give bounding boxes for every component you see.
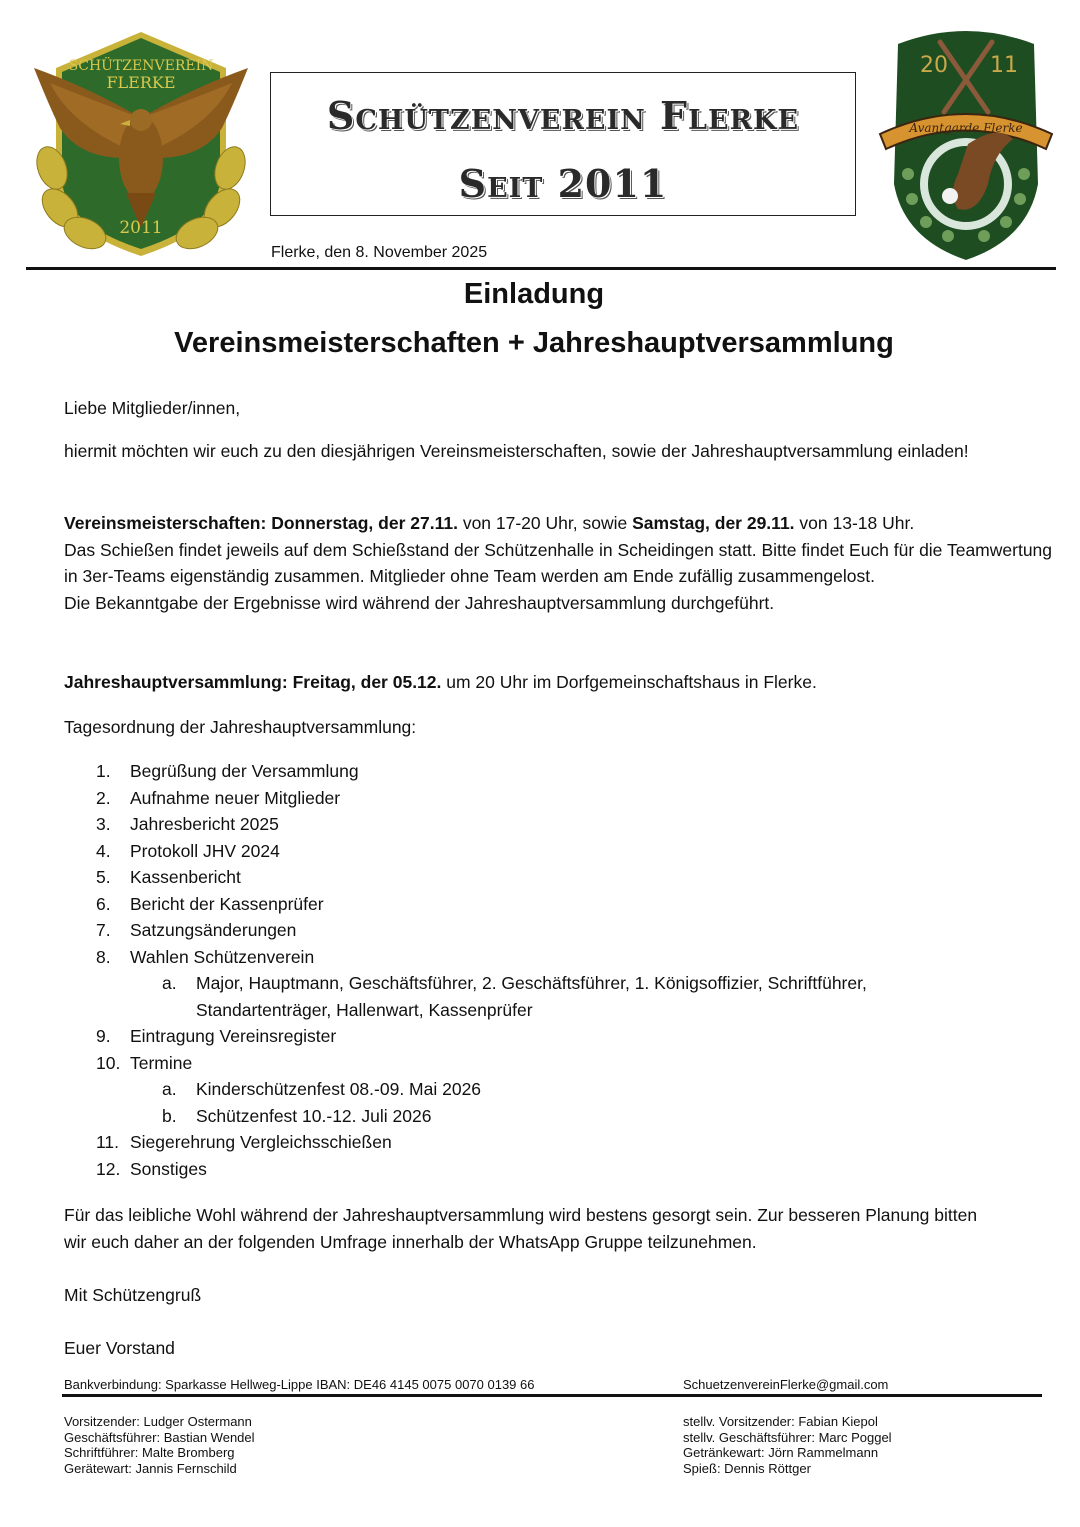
club-logo-left	[30, 28, 252, 260]
vm-day2-time: von 13-18 Uhr.	[794, 513, 915, 533]
board-member: Vorsitzender: Ludger Ostermann	[64, 1414, 252, 1429]
intro-paragraph: hiermit möchten wir euch zu den diesjährigen Vereinsmeisterschaften, sowie der Jahreshauptversammlung einladen!	[64, 441, 969, 461]
signature: Euer Vorstand	[64, 1338, 175, 1358]
heading-invitation: Einladung	[463, 278, 605, 310]
club-championship-paragraph	[64, 510, 1054, 616]
closing: Mit Schützengruß	[64, 1285, 202, 1305]
board-member: stellv. Vorsitzender: Fabian Kiepol	[683, 1414, 878, 1429]
agenda-item: 12. Sonstiges	[96, 1158, 207, 1179]
agenda-item: 7. Satzungsänderungen	[96, 920, 297, 940]
board-member: Spieß: Dennis Röttger	[683, 1460, 811, 1476]
agenda-item: 3. Jahresbericht 2025	[96, 814, 279, 834]
svg-text:Avantgarde Flerke: Avantgarde Flerke	[909, 121, 1023, 135]
agenda-item: 4. Protokoll JHV 2024	[96, 840, 280, 861]
agenda-subitem: a. Kinderschützenfest 08.-09. Mai 2026	[162, 1079, 482, 1099]
svg-text:20: 20	[920, 53, 948, 78]
svg-text:11: 11	[990, 53, 1018, 78]
vm-details: Das Schießen findet jeweils auf dem Schießstand der Schützenhalle in Scheidingen statt. Bitte findet Euch für die Teamwertung in 3er-Teams eigenständig zusammen. Mitglieder ohne Team werden am Ende zufällig zusammengelost.	[64, 539, 1053, 586]
svg-text:FLERKE: FLERKE	[106, 73, 176, 92]
footer-divider	[62, 1394, 1042, 1397]
letter-date: Flerke, den 8. November 2025	[271, 244, 488, 261]
board-member: Schriftführer: Malte Bromberg	[64, 1445, 235, 1460]
board-members-left	[64, 1414, 255, 1476]
board-members-right	[683, 1414, 892, 1476]
title-box	[270, 72, 856, 216]
agenda-item: 5. Kassenbericht	[96, 867, 241, 887]
board-member: Gerätewart: Jannis Fernschild	[64, 1460, 237, 1476]
eagle-crest-icon	[30, 28, 252, 260]
vm-day2: Samstag, der 29.11.	[632, 513, 795, 533]
avantgarde-crest-icon	[878, 24, 1054, 264]
club-logo-right	[878, 24, 1054, 264]
jhv-details: um 20 Uhr im Dorfgemeinschaftshaus in Flerke.	[441, 672, 817, 692]
vm-day1: Donnerstag, der 27.11.	[271, 513, 458, 533]
vm-day1-time: von 17-20 Uhr, sowie	[457, 513, 633, 533]
board-member: Getränkewart: Jörn Rammelmann	[683, 1445, 879, 1460]
jhv-label: Jahreshauptversammlung:	[64, 672, 288, 692]
annual-meeting-paragraph	[64, 669, 1054, 696]
agenda-subitem: b. Schützenfest 10.-12. Juli 2026	[162, 1105, 432, 1126]
header-divider	[26, 267, 1056, 270]
agenda-title: Tagesordnung der Jahreshauptversammlung:	[64, 717, 417, 737]
agenda-item: 10. Termine	[96, 1052, 193, 1073]
agenda-item: 1. Begrüßung der Versammlung	[96, 761, 359, 781]
agenda-item: 2. Aufnahme neuer Mitglieder	[96, 787, 341, 808]
catering-paragraph: Für das leibliche Wohl während der Jahreshauptversammlung wird bestens gesorgt sein. Zur besseren Planung bitten wir euch daher an der folgenden Umfrage innerhalb der WhatsApp Gruppe teilzunehmen.	[64, 1205, 978, 1252]
vm-label: Vereinsmeisterschaften:	[64, 513, 267, 533]
email-link[interactable]: SchuetzenvereinFlerke@gmail.com	[683, 1377, 889, 1392]
greeting: Liebe Mitglieder/innen,	[64, 398, 241, 418]
board-member: Geschäftsführer: Bastian Wendel	[64, 1429, 255, 1445]
svg-text:SCHÜTZENVEREIN: SCHÜTZENVEREIN	[68, 58, 214, 74]
agenda-item: 9. Eintragung Vereinsregister	[96, 1026, 337, 1046]
svg-text:2011: 2011	[119, 218, 163, 238]
agenda-list	[96, 758, 1056, 1182]
heading-events: Vereinsmeisterschaften + Jahreshauptversammlung	[174, 327, 894, 359]
agenda-item: 8. Wahlen Schützenverein	[96, 946, 315, 967]
club-name-title: Schützenverein Flerke	[326, 93, 800, 138]
agenda-item: 6. Bericht der Kassenprüfer	[96, 893, 324, 914]
agenda-item: 11. Siegerehrung Vergleichsschießen	[96, 1132, 392, 1152]
jhv-date: Freitag, der 05.12.	[292, 672, 442, 692]
vm-results: Die Bekanntgabe der Ergebnisse wird während der Jahreshauptversammlung durchgeführt.	[64, 592, 775, 613]
board-member: stellv. Geschäftsführer: Marc Poggel	[683, 1429, 892, 1445]
bank-details: Bankverbindung: Sparkasse Hellweg-Lippe IBAN: DE46 4145 0075 0070 0139 66	[64, 1377, 535, 1392]
agenda-subitem: a. Major, Hauptmann, Geschäftsführer, 2. Geschäftsführer, 1. Königsoffizier, Schriftführer, Standartenträger, Hallenwart, Kassenprüfer	[162, 973, 867, 1020]
founded-title: Seit 2011	[458, 161, 668, 206]
